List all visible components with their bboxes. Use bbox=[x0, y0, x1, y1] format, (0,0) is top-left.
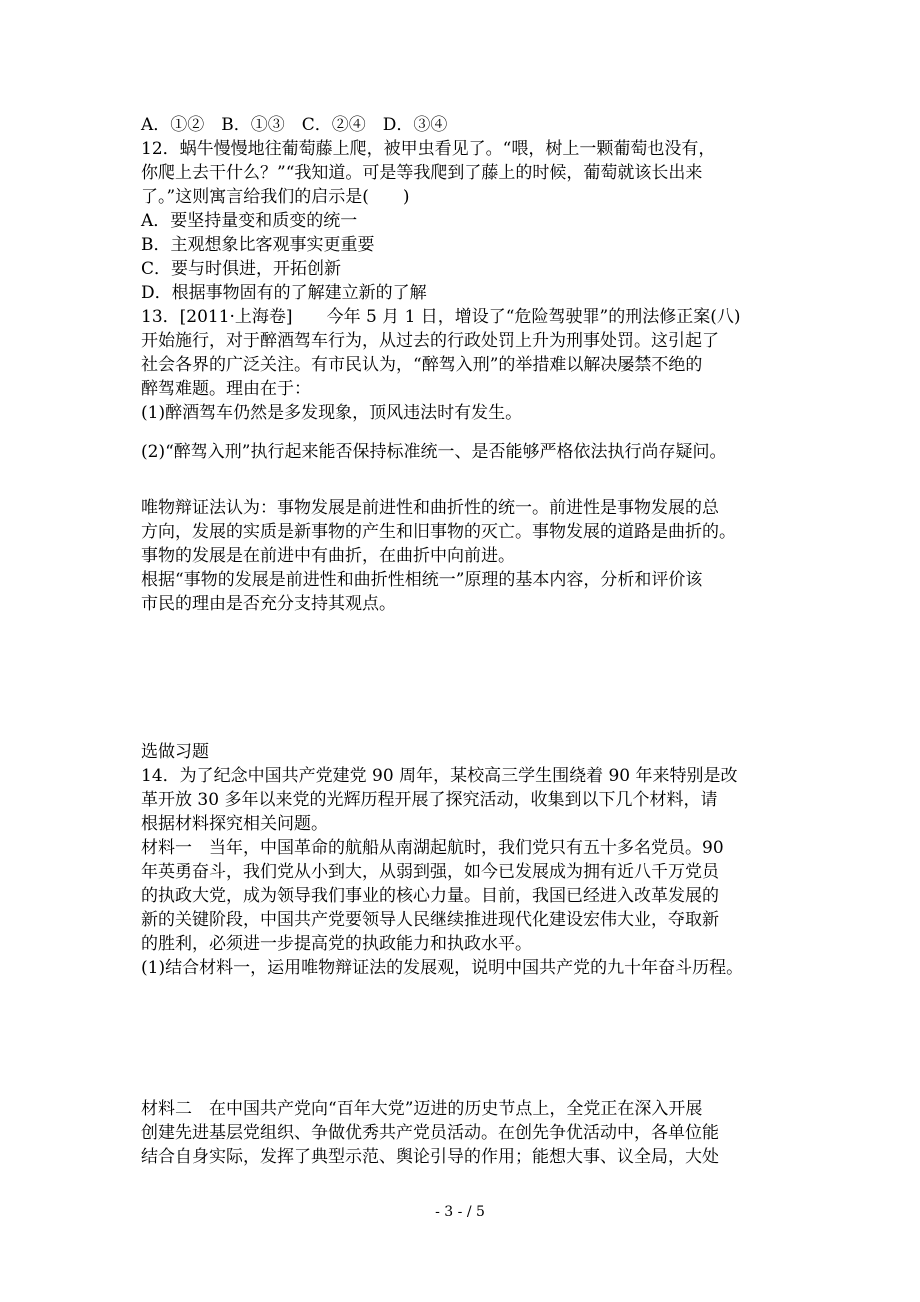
q13-task-line-2: 市民的理由是否充分支持其观点。 bbox=[141, 594, 396, 614]
q12-stem-line-2: 你爬上去干什么？”“我知道。可是等我爬到了藤上的时候，葡萄就该长出来 bbox=[141, 163, 703, 183]
material2-line-1: 材料二 在中国共产党向“百年大党”迈进的历史节点上，全党正在深入开展 bbox=[141, 1099, 703, 1119]
q12-stem-line-3: 了。”这则寓言给我们的启示是( ) bbox=[141, 187, 410, 207]
q13-stem-line-4: 醉驾难题。理由在于： bbox=[141, 379, 311, 399]
q13-task-line-1: 根据“事物的发展是前进性和曲折性相统一”原理的基本内容，分析和评价该 bbox=[141, 570, 703, 590]
q13-reason-1: (1)醉酒驾车仍然是多发现象，顶风违法时有发生。 bbox=[141, 403, 523, 423]
q13-principle-line-2: 方向，发展的实质是新事物的产生和旧事物的灭亡。事物发展的道路是曲折的。 bbox=[141, 522, 736, 542]
q13-stem-line-1: 13．[2011·上海卷] 今年 5 月 1 日，增设了“危险驾驶罪”的刑法修正案(八) bbox=[141, 307, 741, 327]
q13-stem-line-2: 开始施行，对于醉酒驾车行为，从过去的行政处罚上升为刑事处罚。这引起了 bbox=[141, 331, 719, 351]
material2-line-2: 创建先进基层党组织、争做优秀共产党员活动。在创先争优活动中，各单位能 bbox=[141, 1123, 719, 1143]
q12-stem-line-1: 12．蜗牛慢慢地往葡萄藤上爬，被甲虫看见了。“喂，树上一颗葡萄也没有， bbox=[141, 139, 716, 159]
q14-sub-question-1: (1)结合材料一，运用唯物辩证法的发展观，说明中国共产党的九十年奋斗历程。 bbox=[141, 958, 744, 978]
q14-stem-line-3: 根据材料探究相关问题。 bbox=[141, 814, 328, 834]
material1-line-2: 年英勇奋斗，我们党从小到大，从弱到强，如今已发展成为拥有近八千万党员 bbox=[141, 862, 719, 882]
q13-principle-line-1: 唯物辩证法认为：事物发展是前进性和曲折性的统一。前进性是事物发展的总 bbox=[141, 498, 719, 518]
optional-heading: 选做习题 bbox=[141, 742, 209, 762]
q13-stem-line-3: 社会各界的广泛关注。有市民认为，“醉驾入刑”的举措难以解决屡禁不绝的 bbox=[141, 355, 703, 375]
q11-options: A．①② B．①③ C．②④ D．③④ bbox=[141, 115, 448, 135]
q14-stem-line-2: 革开放 30 多年以来党的光辉历程开展了探究活动，收集到以下几个材料，请 bbox=[141, 790, 718, 810]
material2-line-3: 结合自身实际，发挥了典型示范、舆论引导的作用；能想大事、议全局，大处 bbox=[141, 1147, 719, 1167]
material1-line-1: 材料一 当年，中国革命的航船从南湖起航时，我们党只有五十多名党员。90 bbox=[141, 838, 724, 858]
material1-line-4: 新的关键阶段，中国共产党要领导人民继续推进现代化建设宏伟大业，夺取新 bbox=[141, 910, 719, 930]
material1-line-5: 的胜利，必须进一步提高党的执政能力和执政水平。 bbox=[141, 934, 532, 954]
q12-option-d: D．根据事物固有的了解建立新的了解 bbox=[141, 283, 427, 303]
q12-option-a: A．要坚持量变和质变的统一 bbox=[141, 211, 358, 231]
q12-option-b: B．主观想象比客观事实更重要 bbox=[141, 235, 375, 255]
page-number: - 3 - / 5 bbox=[435, 1204, 485, 1220]
q14-stem-line-1: 14．为了纪念中国共产党建党 90 周年，某校高三学生围绕着 90 年来特别是改 bbox=[141, 766, 738, 786]
material1-line-3: 的执政大党，成为领导我们事业的核心力量。目前，我国已经进入改革发展的 bbox=[141, 886, 719, 906]
q13-principle-line-3: 事物的发展是在前进中有曲折，在曲折中向前进。 bbox=[141, 546, 515, 566]
q13-reason-2: (2)“醉驾入刑”执行起来能否保持标准统一、是否能够严格依法执行尚存疑问。 bbox=[141, 442, 727, 462]
q12-option-c: C．要与时俱进，开拓创新 bbox=[141, 259, 342, 279]
